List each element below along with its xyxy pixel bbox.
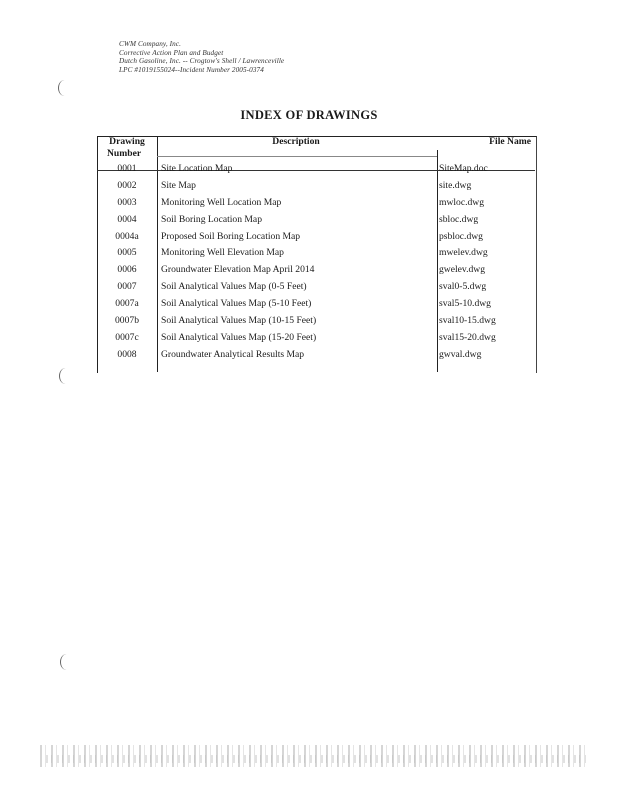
column-header-file-name: File Name (489, 136, 531, 147)
drawing-number: 0001 (117, 162, 137, 174)
drawings-index-table (97, 136, 535, 363)
drawing-description: Site Location Map (161, 162, 233, 174)
drawing-description: Proposed Soil Boring Location Map (161, 230, 301, 242)
table-row (97, 194, 535, 211)
drawing-description: Groundwater Analytical Results Map (161, 348, 305, 360)
drawing-description: Monitoring Well Elevation Map (161, 247, 284, 259)
column-header-description: Description (272, 136, 320, 147)
drawing-number: 0003 (117, 196, 137, 208)
table-row (97, 177, 535, 194)
table-row (97, 346, 535, 363)
header-line-company: CWM Company, Inc. (119, 40, 181, 48)
drawing-number: 0007b (115, 314, 139, 326)
drawing-number: 0007 (117, 281, 137, 293)
document-header (119, 40, 284, 74)
drawing-number: 0008 (117, 348, 137, 360)
scan-noise-strip (46, 755, 586, 763)
table-row (97, 312, 535, 329)
punch-hole-mark (58, 80, 71, 96)
table-row (97, 295, 535, 312)
column-header-drawing: Drawing (109, 136, 145, 147)
header-line-plan: Corrective Action Plan and Budget (119, 48, 224, 57)
drawing-file-name: mwloc.dwg (439, 196, 485, 208)
table-row (97, 261, 535, 278)
drawing-file-name: site.dwg (439, 179, 472, 191)
drawing-description: Soil Boring Location Map (161, 213, 262, 225)
column-header-number: Number (107, 148, 142, 159)
header-line-site: Dutch Gasoline, Inc. -- Crogtow's Shell / Lawrenceville (119, 57, 285, 66)
drawing-number: 0005 (117, 247, 137, 259)
drawing-description: Site Map (161, 179, 196, 191)
page-title: INDEX OF DRAWINGS (240, 108, 378, 122)
drawing-description: Soil Analytical Values Map (15-20 Feet) (161, 331, 317, 343)
drawing-file-name: SiteMap.doc (439, 162, 488, 174)
drawing-number: 0002 (117, 179, 137, 191)
drawing-file-name: gwelev.dwg (439, 264, 486, 276)
drawing-file-name: psbloc.dwg (439, 230, 483, 242)
drawing-number: 0007a (115, 298, 139, 310)
drawing-description: Groundwater Elevation Map April 2014 (161, 264, 315, 276)
drawing-file-name: gwval.dwg (439, 348, 482, 360)
drawing-file-name: sval10-15.dwg (439, 314, 496, 326)
drawing-file-name: sbloc.dwg (439, 213, 479, 225)
punch-hole-mark (60, 654, 73, 670)
drawing-file-name: sval0-5.dwg (439, 281, 487, 293)
drawing-number: 0006 (117, 264, 137, 276)
drawing-number: 0004 (117, 213, 137, 225)
table-row (97, 329, 535, 346)
table-row (97, 228, 535, 245)
drawing-file-name: sval5-10.dwg (439, 298, 491, 310)
drawing-number: 0007c (115, 331, 139, 343)
punch-hole-mark (59, 368, 72, 384)
drawing-description: Monitoring Well Location Map (161, 196, 282, 208)
header-line-incident: LPC #1019155024--Incident Number 2005-0374 (119, 65, 264, 74)
drawing-file-name: mwelev.dwg (439, 247, 488, 259)
drawing-description: Soil Analytical Values Map (5-10 Feet) (161, 298, 312, 310)
drawing-file-name: sval15-20.dwg (439, 331, 496, 343)
table-row (97, 160, 535, 177)
table-row (97, 244, 535, 261)
table-row (97, 211, 535, 228)
drawing-description: Soil Analytical Values Map (10-15 Feet) (161, 314, 317, 326)
drawing-description: Soil Analytical Values Map (0-5 Feet) (161, 281, 307, 293)
drawing-number: 0004a (115, 230, 139, 242)
table-row (97, 278, 535, 295)
